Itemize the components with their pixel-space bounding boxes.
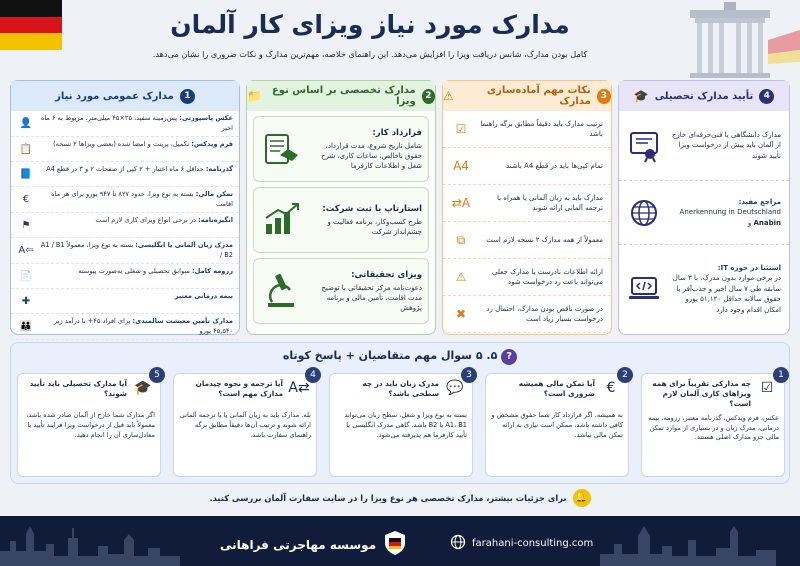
section4-header [619, 81, 789, 111]
code-laptop-icon [627, 272, 661, 306]
general-doc-label: رزومه کامل: [192, 267, 233, 276]
reference-and: و [747, 218, 752, 227]
general-doc-label: مدارک تأمین معیشت سالمندی: [132, 317, 233, 326]
faq-section [10, 342, 790, 484]
preparation-tip-text: مدارک باید به زبان آلمانی یا همراه با ترجمه آلمانی ارائه شوند [496, 193, 603, 212]
section-education-verification [618, 80, 790, 335]
general-doc-item [11, 314, 239, 340]
preparation-tip [443, 259, 611, 296]
page-subtitle: کامل بودن مدارک، شانس دریافت ویزا را افزایش می‌دهد. این راهنمای خلاصه، مهم‌ترین مدارک و نکات ضروری را نشان می‌دهد. [152, 49, 588, 59]
reference-anabin-link[interactable]: Anabin [753, 218, 781, 227]
website-link[interactable] [450, 534, 593, 553]
general-doc-text: حداقل ۶ ماه اعتبار + ۲ کپی از صفحات ۲ و ۳ در قطع A4 [46, 165, 206, 174]
section1-list [11, 111, 239, 366]
education-intro [619, 111, 789, 181]
page-title: مدارک مورد نیاز ویزای کار آلمان [170, 10, 570, 39]
euro-icon: € [22, 193, 30, 205]
warning-icon: ⚠ [455, 270, 467, 284]
city-skyline-right-image [600, 526, 800, 566]
general-doc-text: برای افراد ۴۵+ با درآمد زیر ۴۵,۵۴۰ یورو [54, 317, 233, 335]
preparation-tip [443, 148, 611, 185]
section3-list [443, 111, 611, 333]
general-doc-label: گذرنامه: [205, 165, 233, 174]
faq-card [173, 370, 317, 477]
brandenburg-gate-image [650, 0, 800, 82]
general-doc-label: تمکن مالی: [195, 190, 233, 199]
language-icon: A⇦ [18, 244, 34, 256]
faq-question: مدرک زبان باید در چه سطحی باشد؟ [362, 379, 439, 399]
form-icon: 📋 [19, 143, 33, 155]
health-insurance-icon: ✚ [21, 295, 31, 307]
general-doc-text: در برخی انواع ویزای کاری لازم است [95, 216, 199, 225]
copies-icon: ⧉ [456, 232, 466, 247]
general-doc-text: بسته به نوع ویزا، معمولاً A1 / B1 / B2 [40, 241, 233, 259]
faq-answer: بسته به نوع ویزا و شغل، سطح زبان می‌تواند A1، B1 یا B2 باشد. گاهی مدرک انگلیسی یا تأیید کارفرما هم پذیرفته می‌شود. [344, 411, 467, 439]
faq-answer: نه همیشه. اگر قرارداد کار شما حقوق مشخص و کافی داشته باشد، ممکن است نیازی به ارائه تمکن مالی نباشد. [491, 411, 623, 439]
checklist-icon: ☑ [455, 122, 467, 136]
growth-chart-icon [260, 198, 304, 242]
faq-answer: اگر مدارک شما خارج از آلمان صادر شده باشد، معمولاً باید قبل از درخواست ویزا فرایند تأیید یا معادل‌سازی آن را انجام دهید. [26, 411, 155, 439]
family-icon: 👪 [19, 320, 33, 332]
section4-number: 4 [759, 89, 774, 104]
general-doc-item [11, 111, 239, 137]
research-visa-text: دعوت‌نامه مرکز تحقیقاتی با توضیح مدت اقامت، تأمین مالی و برنامه پژوهش [321, 283, 422, 313]
section-general-documents [10, 80, 240, 335]
website-url: farahani-consulting.com [472, 538, 594, 549]
faq-card [485, 370, 629, 477]
education-references [619, 181, 789, 245]
startup-title: استارتاپ یا ثبت شرکت: [322, 203, 422, 214]
section2-number: 2 [422, 89, 435, 104]
section1-header [11, 81, 239, 111]
faq-number: 1 [773, 367, 789, 383]
translate-icon: A⇄ [288, 380, 310, 396]
resume-icon: 📄 [19, 270, 33, 282]
general-doc-text: سوابق تحصیلی و شغلی به‌صورت پیوسته [78, 267, 193, 276]
preparation-tip-text: ارائه اطلاعات نادرست یا مدارک جعلی می‌تواند باعث رد درخواست شود [492, 267, 603, 286]
faq-question: آیا تمکن مالی همیشه ضروری است؟ [518, 379, 595, 399]
exclamation-icon: ⚠ [443, 89, 454, 103]
section-preparation-tips [442, 80, 612, 335]
work-contract-card [253, 116, 429, 182]
research-visa-title: ویزای تحقیقاتی: [351, 269, 422, 280]
general-doc-item [11, 187, 239, 213]
question-icon: ? [501, 349, 517, 365]
general-doc-item [11, 264, 239, 289]
city-skyline-left-image [0, 526, 200, 566]
general-doc-item [11, 213, 239, 238]
section-specialized-documents [246, 80, 436, 335]
startup-card [253, 187, 429, 253]
id-photo-icon: 👤 [19, 117, 33, 129]
it-exception-title: استثنا در حوزه IT: [717, 263, 781, 272]
general-doc-item [11, 289, 239, 314]
it-exception [619, 245, 789, 333]
faq-number: 3 [461, 367, 477, 383]
faq-number: 5 [149, 367, 165, 383]
bell-icon: 🔔 [573, 489, 591, 507]
reject-icon: ✖ [455, 307, 467, 321]
preparation-tip [443, 296, 611, 333]
general-doc-label: بیمه درمانی معتبر [174, 292, 233, 301]
it-exception-text: در برخی موارد بدون مدرک، با ۳ سال سابقه طی ۷ سال اخیر و جذب‌آفر با حقوق سالانه حداقل ۵۱,۱۲۰ یورو امکان اقدام وجود دارد [672, 274, 781, 314]
certificate-icon [627, 129, 661, 163]
footer-bar [0, 516, 800, 566]
general-doc-label: مدرک زبان آلمانی یا انگلیسی: [135, 241, 233, 250]
speech-bubble-icon: 💬 [446, 380, 464, 396]
preparation-tip-text: ترتیب مدارک باید دقیقاً مطابق برگه راهنما باشد [480, 119, 603, 138]
general-doc-label: انگیزه‌نامه: [198, 216, 233, 225]
a4-paper-icon: A4 [453, 159, 469, 173]
references-label: مراجع مفید: [738, 197, 781, 206]
translate-icon: A⇄ [451, 196, 471, 210]
graduation-cap-icon: 🎓 [633, 89, 649, 103]
section2-title: مدارک تخصصی بر اساس نوع ویزا [271, 85, 416, 107]
startup-text: طرح کسب‌وکار، برنامه فعالیت و چشم‌انداز شرکت [327, 218, 422, 237]
faq-number: 4 [305, 367, 321, 383]
general-doc-item [11, 137, 239, 162]
preparation-tip [443, 185, 611, 222]
faq-answer: عکس، فرم ویدکس، گذرنامه معتبر، رزومه، بیمه درمانی، مدرک زبان و در بسیاری از موارد تمکن مالی جزو مدارک اصلی هستند. [648, 413, 779, 442]
brand [220, 530, 406, 559]
brand-name: موسسه مهاجرتی فراهانی [220, 537, 377, 552]
section1-title: مدارک عمومی مورد نیاز [55, 90, 174, 102]
faq-question: آیا مدارک تحصیلی باید تأیید شوند؟ [29, 379, 127, 399]
folder-icon: 📁 [247, 89, 262, 103]
work-contract-text: شامل تاریخ شروع، مدت قرارداد، حقوق ناخالص، ساعات کاری، شرح شغل و اطلاعات کارفرما [320, 141, 422, 171]
general-doc-label: عکس پاسپورتی: [179, 114, 233, 122]
faq-card [17, 370, 161, 477]
general-doc-text: تکمیل، پرینت و امضا شده (بعضی ویزاها ۲ نسخه) [53, 140, 192, 149]
globe-icon [450, 534, 466, 553]
faq-title [11, 349, 789, 365]
general-doc-text: بسته به نوع ویزا، حدود ۸۲۷ تا ۹۴۷ یورو برای هر ماه اقامت [51, 190, 233, 208]
general-doc-item [11, 238, 239, 264]
general-doc-label: فرم ویدکس: [191, 140, 233, 149]
faq-answer: بله. مدارک باید به زبان آلمانی یا با ترجمه آلمانی ارائه شوند و ترتیب آن‌ها دقیقاً مطابق برگه راهنمای سفارت باشد. [179, 411, 311, 439]
page-header [80, 6, 660, 76]
microscope-icon [260, 269, 304, 313]
passport-icon: 📘 [19, 168, 33, 180]
faq-card [329, 370, 473, 477]
section4-title: تأیید مدارک تحصیلی [654, 90, 754, 102]
section3-title: نکات مهم آماده‌سازی مدارک [486, 85, 591, 107]
section1-number: 1 [180, 89, 195, 104]
section3-header [443, 81, 611, 111]
graduation-cap-icon: 🎓 [134, 380, 152, 396]
faq-title-text: ۵. ۵ سوال مهم متقاضیان + پاسخ کوتاه [282, 349, 498, 362]
handshake-icon [260, 127, 304, 171]
preparation-tip-text: تمام کپی‌ها باید در قطع A4 باشند [506, 161, 603, 170]
preparation-tip-text: در صورت ناقص بودن مدارک، احتمال رد درخواست بسیار زیاد است [486, 304, 603, 323]
faq-question: چه مدارکی تقریباً برای همه ویزاهای کاری آلمان لازم است؟ [652, 379, 751, 409]
flag-icon: ⚑ [21, 219, 31, 231]
checklist-icon: ☑ [760, 380, 774, 396]
preparation-tip-text: معمولاً از همه مدارک ۲ نسخه لازم است [486, 235, 603, 244]
footer-note-text: برای جزئیات بیشتر، مدارک تخصصی هر نوع ویزا را در سایت سفارت آلمان بررسی کنید. [209, 493, 567, 503]
section2-header [247, 81, 435, 111]
work-contract-title: قرارداد کار: [372, 127, 422, 138]
general-doc-text: پس‌زمینه سفید، ۳۵×۴۵ میلی‌متر، مربوط به ۶ ماه اخیر [40, 114, 233, 132]
preparation-tip [443, 222, 611, 259]
section3-number: 3 [597, 89, 611, 104]
german-flag [0, 0, 62, 50]
globe-icon [627, 196, 661, 230]
faq-card [641, 370, 785, 477]
footer-note [180, 488, 620, 508]
faq-number: 2 [617, 367, 633, 383]
faq-question: آیا ترجمه و نحوه چیدمان مدارک مهم است؟ [195, 379, 283, 399]
education-intro-text: مدارک دانشگاهی یا فنی‌حرفه‌ای خارج از آلمان باید پیش از درخواست ویزا تأیید شوند [671, 130, 781, 160]
general-doc-item [11, 162, 239, 187]
research-visa-card [253, 258, 429, 324]
reference-anerkennung-link[interactable]: Anerkennung in Deutschland [679, 208, 781, 217]
euro-icon: € [606, 380, 616, 396]
preparation-tip [443, 111, 611, 148]
shield-logo-icon [384, 530, 406, 559]
